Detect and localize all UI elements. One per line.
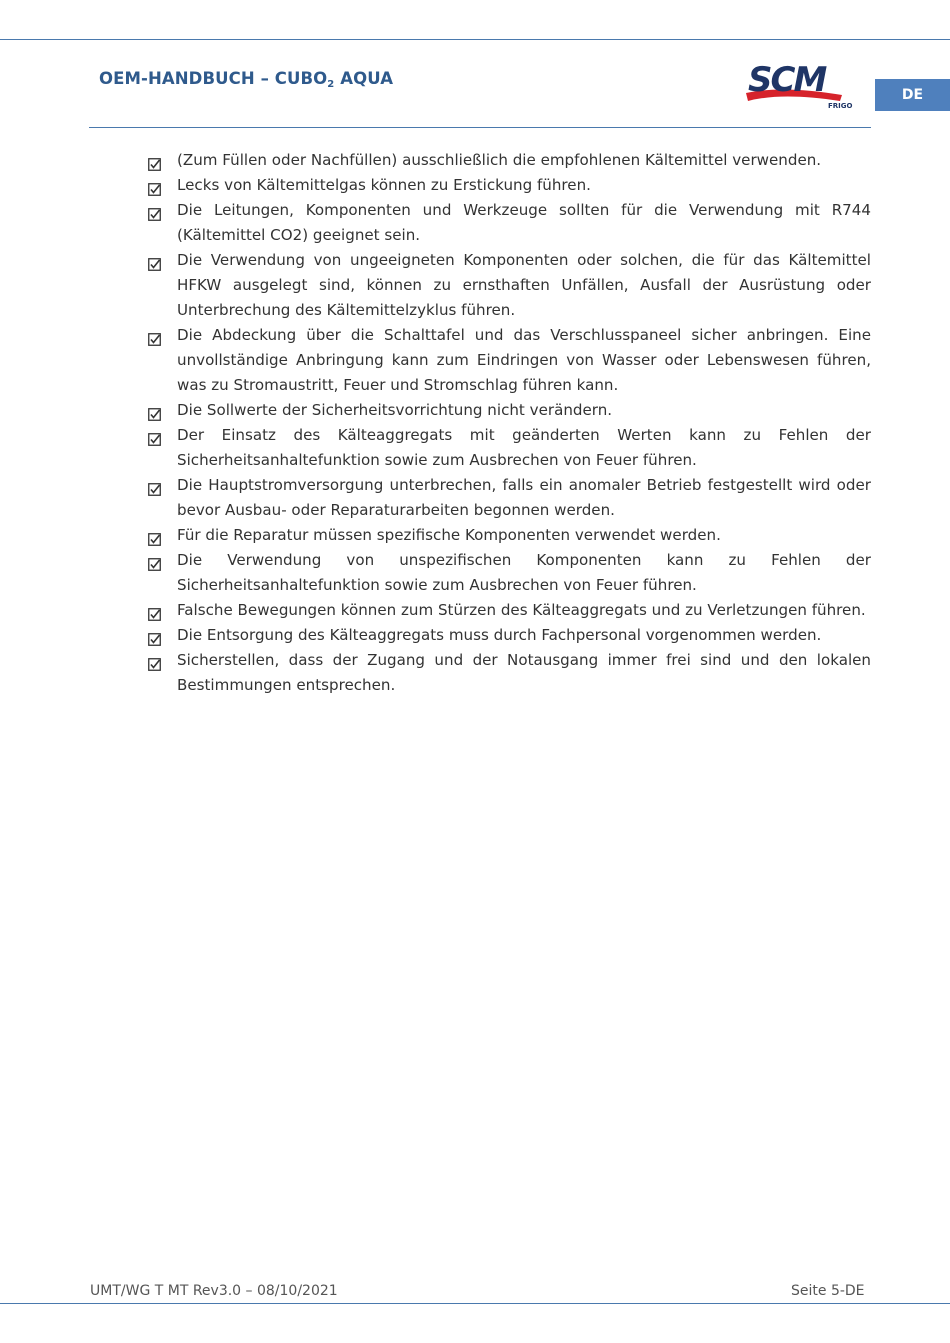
footer-rule [0, 1303, 950, 1304]
checklist-item-text: Die Abdeckung über die Schalttafel und das Verschlusspaneel sicher anbringen. Eine unvollständige Anbringung kann zum Eindringen von Wasser oder Lebenswesen führen, was zu Stromaustritt, Feuer und Stromschlag führen kann. [177, 326, 871, 394]
checked-box-icon [148, 629, 161, 642]
checklist-item-text: Die Entsorgung des Kälteaggregats muss durch Fachpersonal vorgenommen werden. [177, 626, 822, 644]
safety-checklist [148, 148, 871, 698]
checked-box-icon [148, 429, 161, 442]
checked-box-icon [148, 179, 161, 192]
checked-box-icon [148, 254, 161, 267]
checklist-item [148, 523, 871, 548]
checklist-item-text: Falsche Bewegungen können zum Stürzen des Kälteaggregats und zu Verletzungen führen. [177, 601, 866, 619]
checked-box-icon [148, 654, 161, 667]
checklist-item-text: Die Sollwerte der Sicherheitsvorrichtung nicht verändern. [177, 401, 613, 419]
checklist-item [148, 173, 871, 198]
checklist-item-text: Die Leitungen, Komponenten und Werkzeuge sollten für die Verwendung mit R744 (Kältemittel CO2) geeignet sein. [177, 201, 871, 244]
checked-box-icon [148, 204, 161, 217]
checklist-item [148, 548, 871, 598]
checklist-item-text: Die Verwendung von ungeeigneten Komponenten oder solchen, die für das Kältemittel HFKW ausgelegt sind, können zu ernsthaften Unfällen, Ausfall der Ausrüstung oder Unterbrechung des Kältemittelzyklus führen. [177, 251, 871, 319]
logo-subtext: FRIGO [828, 102, 853, 110]
checklist-item [148, 598, 871, 623]
document-title: OEM-HANDBUCH – CUBO2 AQUA [99, 69, 394, 90]
checklist-item-text: Für die Reparatur müssen spezifische Komponenten verwendet werden. [177, 526, 721, 544]
checklist-item-text: Sicherstellen, dass der Zugang und der Notausgang immer frei sind und den lokalen Bestimmungen entsprechen. [177, 651, 871, 694]
footer-revision: UMT/WG T MT Rev3.0 – 08/10/2021 [90, 1283, 338, 1299]
checked-box-icon [148, 404, 161, 417]
checklist-item [148, 198, 871, 248]
checklist-item [148, 148, 871, 173]
checked-box-icon [148, 154, 161, 167]
checklist-item [148, 398, 871, 423]
logo-text: SCM [748, 60, 826, 100]
scm-frigo-logo [742, 55, 853, 115]
language-badge: DE [875, 79, 950, 111]
checklist-item [148, 648, 871, 698]
footer-page-number: Seite 5-DE [791, 1283, 865, 1299]
checklist-item-text: Die Verwendung von unspezifischen Komponenten kann zu Fehlen der Sicherheitsanhaltefunktion sowie zum Ausbrechen von Feuer führen. [177, 551, 871, 594]
checklist-item-text: (Zum Füllen oder Nachfüllen) ausschließlich die empfohlenen Kältemittel verwenden. [177, 151, 822, 169]
header-rule [89, 127, 871, 128]
checked-box-icon [148, 529, 161, 542]
checked-box-icon [148, 554, 161, 567]
checked-box-icon [148, 604, 161, 617]
checklist-item [148, 623, 871, 648]
checklist-item [148, 423, 871, 473]
checked-box-icon [148, 479, 161, 492]
checklist-item [148, 473, 871, 523]
checklist-item-text: Lecks von Kältemittelgas können zu Erstickung führen. [177, 176, 591, 194]
checklist-item-text: Der Einsatz des Kälteaggregats mit geänderten Werten kann zu Fehlen der Sicherheitsanhaltefunktion sowie zum Ausbrechen von Feuer führen. [177, 426, 871, 469]
checked-box-icon [148, 329, 161, 342]
checklist-item [148, 248, 871, 323]
top-rule [0, 39, 950, 40]
checklist-item [148, 323, 871, 398]
checklist-item-text: Die Hauptstromversorgung unterbrechen, falls ein anomaler Betrieb festgestellt wird oder bevor Ausbau- oder Reparaturarbeiten begonnen werden. [177, 476, 871, 519]
